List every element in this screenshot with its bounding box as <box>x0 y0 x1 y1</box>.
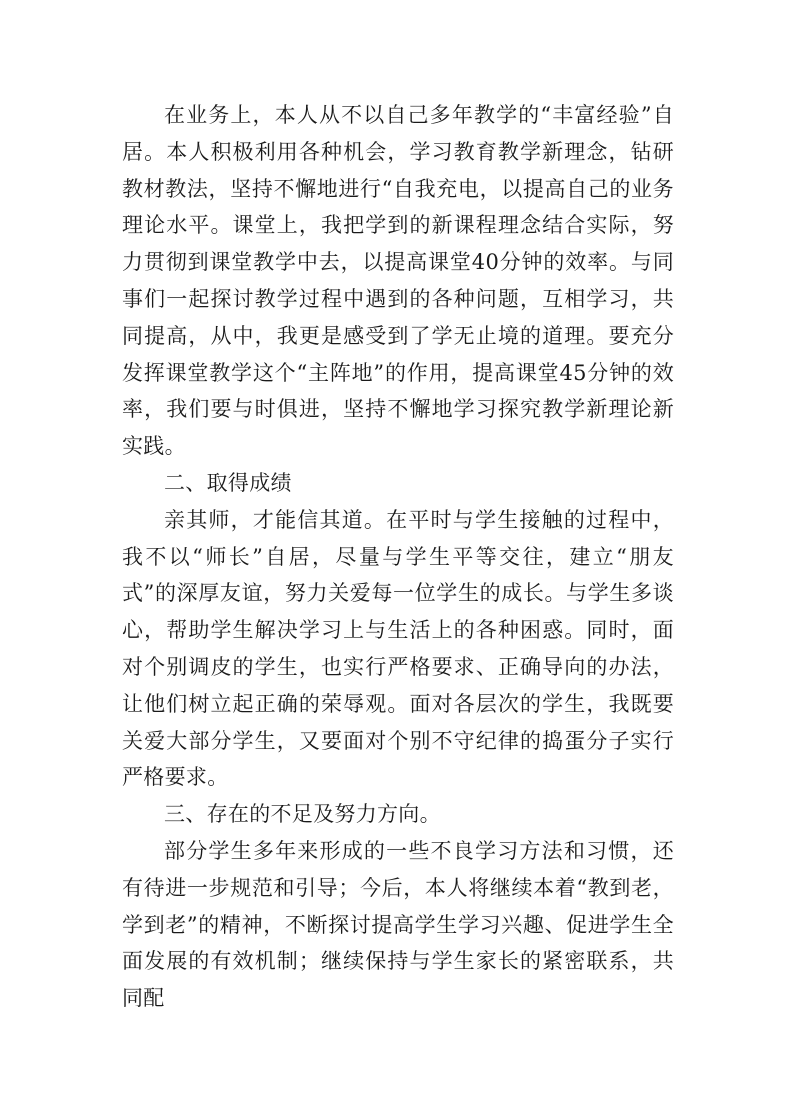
paragraph-professional-development: 在业务上，本人从不以自己多年教学的“丰富经验”自居。本人积极利用各种机会，学习教育教学新理念，钻研教材教法，坚持不懈地进行“自我充电，以提高自己的业务理论水平。课堂上，我把学到的新课程理念结合实际，努力贯彻到课堂教学中去，以提高课堂40分钟的效率。与同事们一起探讨教学过程中遇到的各种问题，互相学习，共同提高，从中，我更是感受到了学无止境的道理。要充分发挥课堂教学这个“主阵地”的作用，提高课堂45分钟的效率，我们要与时俱进，坚持不懈地学习探究教学新理论新实践。 <box>122 103 674 459</box>
section-heading-achievements: 二、取得成绩 <box>164 470 292 495</box>
document-body <box>122 97 674 1017</box>
section-heading-shortcomings: 三、存在的不足及努力方向。 <box>164 802 441 827</box>
paragraph-future-direction: 部分学生多年来形成的一些不良学习方法和习惯，还有待进一步规范和引导；今后，本人将继续本着“教到老，学到老”的精神，不断探讨提高学生学习兴趣、促进学生全面发展的有效机制；继续保持与学生家长的紧密联系，共同配 <box>122 838 674 1011</box>
paragraph-student-relations: 亲其师，才能信其道。在平时与学生接触的过程中，我不以“师长”自居，尽量与学生平等交往，建立“朋友式”的深厚友谊，努力关爱每一位学生的成长。与学生多谈心，帮助学生解决学习上与生活上的各种困惑。同时，面对个别调皮的学生，也实行严格要求、正确导向的办法，让他们树立起正确的荣辱观。面对各层次的学生，我既要关爱大部分学生，又要面对个别不守纪律的捣蛋分子实行严格要求。 <box>122 507 674 790</box>
